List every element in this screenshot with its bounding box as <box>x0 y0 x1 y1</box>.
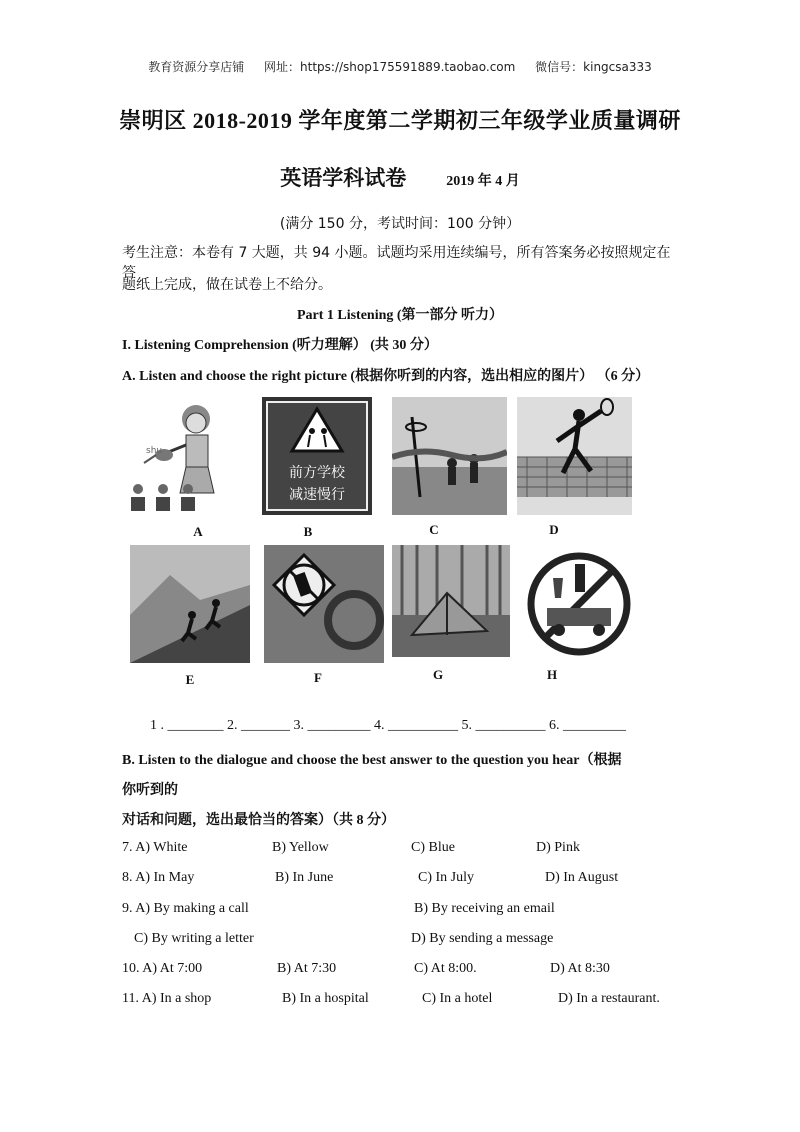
option: C) In July <box>418 870 474 885</box>
tennis-player-icon <box>517 397 632 515</box>
picture-label-e: E <box>185 672 195 687</box>
mountain-climbing-icon <box>130 545 250 663</box>
question-11 <box>122 991 682 1011</box>
picture-e <box>130 545 250 663</box>
option: D) By sending a message <box>411 931 554 946</box>
watermark-text: shu <box>146 446 163 456</box>
option: 10. A) At 7:00 <box>122 961 203 976</box>
sign-text-1: 前方学校 <box>289 465 345 481</box>
no-phone-driving-icon <box>264 545 384 663</box>
answer-blanks: 1 . ________ 2. _______ 3. _________ 4. __________ 5. __________ 6. _________ <box>150 718 626 733</box>
picture-label-f: F <box>314 670 322 685</box>
exam-title: 崇明区 2018-2019 学年度第二学期初三年级学业质量调研 <box>119 108 681 133</box>
option: B) In June <box>275 870 334 885</box>
school-slow-sign-icon <box>262 397 372 515</box>
question-9 <box>122 901 682 921</box>
picture-label-h: H <box>546 667 558 682</box>
picture-label-g: G <box>432 667 444 682</box>
option: 11. A) In a shop <box>122 991 212 1006</box>
option: C) By writing a letter <box>134 931 254 946</box>
picture-f <box>264 545 384 663</box>
question-7 <box>122 840 682 860</box>
picture-c <box>392 397 507 515</box>
question-9-cont <box>122 931 682 951</box>
picture-label-b: B <box>303 524 313 539</box>
exam-date: 2019 年 4 月 <box>446 174 520 189</box>
sectionB-heading-2: 你听到的 <box>122 783 178 798</box>
option: D) In a restaurant. <box>558 991 660 1006</box>
full-marks: (满分 150 分，考试时间：100 分钟） <box>279 216 521 232</box>
sectionB-heading-3: 对话和问题，选出最恰当的答案）（共 8 分） <box>122 813 395 828</box>
tent-camping-icon <box>392 545 510 657</box>
option: 9. A) By making a call <box>122 901 249 916</box>
question-8 <box>122 870 682 890</box>
picture-label-a: A <box>193 524 203 539</box>
sectionA-heading: A. Listen and choose the right picture (根据你听到的内容，选出相应的图片） （6 分） <box>122 369 650 384</box>
picture-h <box>523 548 635 660</box>
section1-heading: I. Listening Comprehension (听力理解） (共 30 分） <box>122 338 438 353</box>
option: B) Yellow <box>272 840 329 855</box>
store-name: 教育资源分享店铺 <box>148 60 245 74</box>
picture-b <box>262 397 372 515</box>
picture-label-d: D <box>549 522 559 537</box>
option: 7. A) White <box>122 840 188 855</box>
girl-watering-flowers-icon <box>126 397 246 515</box>
notice-line-2: 题纸上完成，做在试卷上不给分。 <box>122 277 332 293</box>
option: D) At 8:30 <box>550 961 610 976</box>
header-line <box>0 58 800 75</box>
picture-label-c: C <box>429 522 439 537</box>
picture-g <box>392 545 510 657</box>
picture-d <box>517 397 632 515</box>
option: B) At 7:30 <box>277 961 337 976</box>
option: B) In a hospital <box>282 991 369 1006</box>
sectionB-heading-1: B. Listen to the dialogue and choose the best answer to the question you hear（根据 <box>122 753 622 768</box>
basketball-court-icon <box>392 397 507 515</box>
exam-subtitle <box>0 162 800 192</box>
notice-line-1: 考生注意：本卷有 7 大题，共 94 小题。试题均采用连续编号，所有答案务必按照规定在答 <box>122 245 671 281</box>
no-drink-driving-icon <box>523 548 635 660</box>
option: D) Pink <box>536 840 580 855</box>
option: C) Blue <box>411 840 455 855</box>
subject-title: 英语学科试卷 <box>280 166 407 190</box>
sign-text-2: 减速慢行 <box>289 487 345 503</box>
store-url: 网址：https://shop175591889.taobao.com <box>264 60 516 74</box>
option: 8. A) In May <box>122 870 195 885</box>
option: B) By receiving an email <box>414 901 555 916</box>
option: D) In August <box>545 870 619 885</box>
part1-heading: Part 1 Listening (第一部分 听力） <box>296 308 504 323</box>
question-10 <box>122 961 682 981</box>
picture-a <box>126 397 246 515</box>
option: C) In a hotel <box>422 991 493 1006</box>
option: C) At 8:00. <box>414 961 477 976</box>
wechat-id: 微信号：kingcsa333 <box>535 60 652 74</box>
